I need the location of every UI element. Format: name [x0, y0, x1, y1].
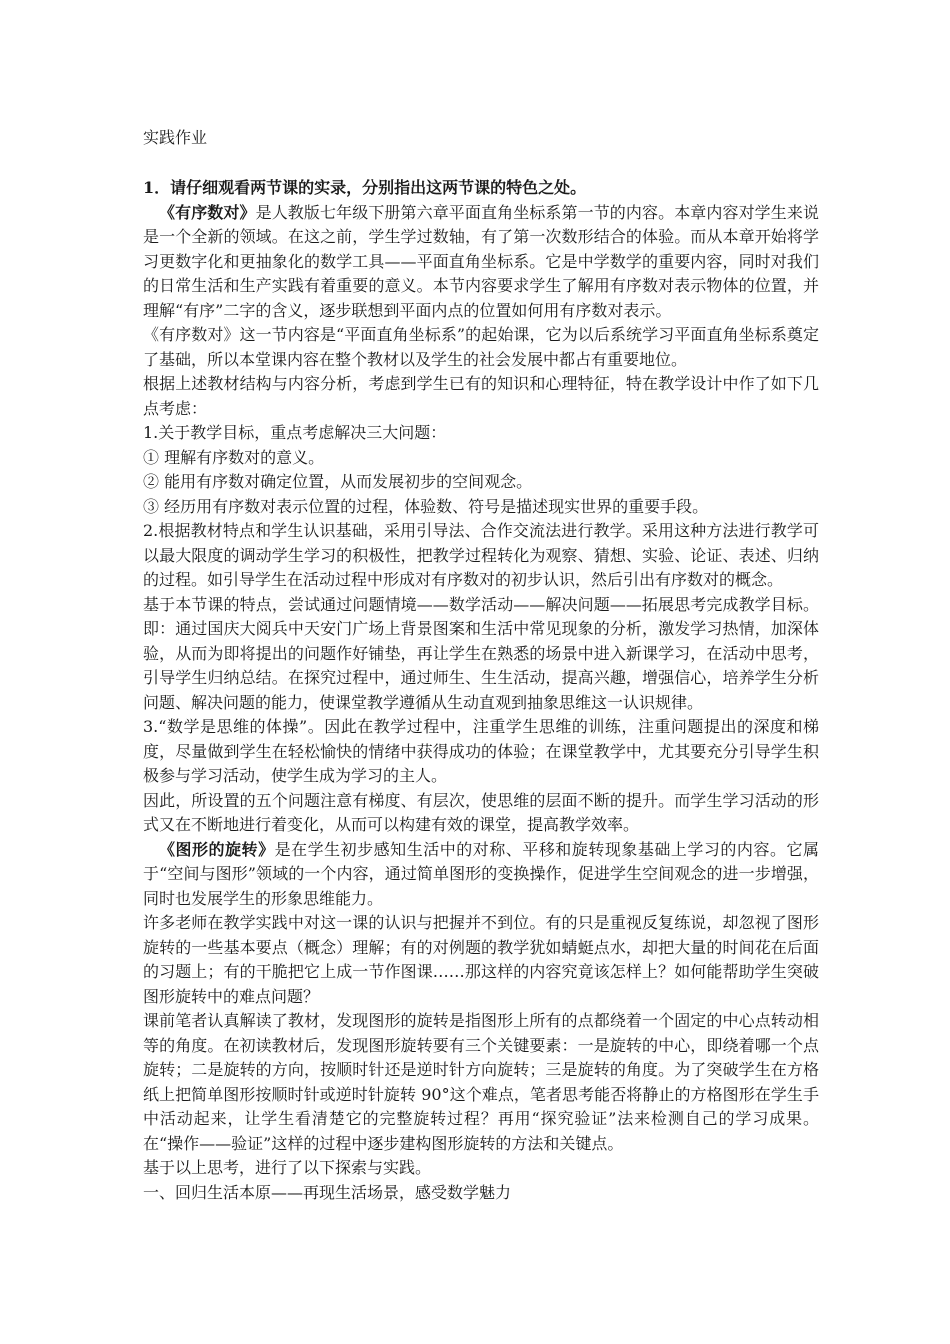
lesson2-name: 《图形的旋转》 — [159, 839, 275, 859]
lesson1-paragraph-6: 基于本节课的特点，尝试通过问题情境——数学活动——解决问题——拓展思考完成教学目标。即：通过国庆大阅兵中天安门广场上背景图案和生活中常见现象的分析，激发学习热情，加深体验，从而为即将提出的问题作好铺垫，再让学生在熟悉的场景中进入新课学习，在活动中思考，引导学生归纳总结。在探究过程中，通过师生、生生活动，提高兴趣，增强信心，培养学生分析问题、解决问题的能力，使课堂教学遵循从生动直观到抽象思维这一认识规律。 — [143, 594, 819, 712]
lesson1-paragraph-3: 根据上述教材结构与内容分析，考虑到学生已有的知识和心理特征，特在教学设计中作了如下几点考虑： — [143, 374, 819, 418]
lesson2-paragraph-2: 许多老师在教学实践中对这一课的认识与把握并不到位。有的只是重视反复练说，却忽视了图形旋转的一些基本要点（概念）理解；有的对例题的教学犹如蜻蜓点水，却把大量的时间花在后面的习题上；有的干脆把它上成一节作图课……那这样的内容究竟该怎样上？如何能帮助学生突破图形旋转中的难点问题？ — [143, 913, 819, 1006]
lesson1-paragraph-5: 2.根据教材特点和学生认识基础，采用引导法、合作交流法进行教学。采用这种方法进行教学可以最大限度的调动学生学习的积极性，把教学过程转化为观察、猜想、实验、论证、表述、归纳的过程。如引导学生在活动过程中形成对有序数对的初步认识，然后引出有序数对的概念。 — [143, 521, 819, 589]
lesson1-paragraph-4: 1.关于教学目标，重点考虑解决三大问题： — [143, 423, 447, 442]
lesson2-intro-text: 是在学生初步感知生活中的对称、平移和旋转现象基础上学习的内容。它属于“空间与图形”领域的一个内容，通过简单图形的变换操作，促进学生空间观念的进一步增强，同时也发展学生的形象思维能力。 — [143, 839, 819, 908]
doc-title: 实践作业 — [143, 128, 208, 147]
lesson2-paragraph-5: 一、回归生活本原——再现生活场景，感受数学魅力 — [143, 1182, 512, 1202]
lesson1-paragraph-8: 因此，所设置的五个问题注意有梯度、有层次，使思维的层面不断的提升。而学生学习活动的形式又在不断地进行着变化，从而可以构建有效的课堂，提高教学效率。 — [143, 790, 819, 834]
lesson2-intro — [143, 838, 819, 912]
lesson1-intro — [143, 201, 819, 324]
goal-item-1: ① 理解有序数对的意义。 — [143, 447, 325, 467]
question-heading: 1．请仔细观看两节课的实录，分别指出这两节课的特色之处。 — [143, 178, 587, 197]
goal-item-3: ③ 经历用有序数对表示位置的过程，体验数、符号是描述现实世界的重要手段。 — [143, 496, 709, 516]
lesson1-intro-text: 是人教版七年级下册第六章平面直角坐标系第一节的内容。本章内容对学生来说是一个全新的领域。在这之前，学生学过数轴，有了第一次数形结合的体验。而从本章开始将学习更数字化和更抽象化的数学工具——平面直角坐标系。它是中学数学的重要内容，同时对我们的日常生活和生产实践有着重要的意义。本节内容要求学生了解用有序数对表示物体的位置，并理解“有序”二字的含义，逐步联想到平面内点的位置如何用有序数对表示。 — [143, 202, 819, 320]
goal-item-2: ② 能用有序数对确定位置，从而发展初步的空间观念。 — [143, 472, 533, 491]
lesson1-name: 《有序数对》 — [159, 202, 256, 222]
lesson2-paragraph-3: 课前笔者认真解读了教材，发现图形的旋转是指图形上所有的点都绕着一个固定的中心点转动相等的角度。在初读教材后，发现图形旋转要有三个关键要素：一是旋转的中心，即绕着哪一个点旋转；二是旋转的方向，按顺时针还是逆时针方向旋转；三是旋转的角度。为了突破学生在方格纸上把简单图形按顺时针或逆时针旋转 90°这个难点，笔者思考能否将静止的方格图形在学生手中活动起来，让学生看清楚它的完整旋转过程？再用“探究验证”法来检测自己的学习成果。在“操作——验证”这样的过程中逐步建构图形旋转的方法和关键点。 — [143, 1011, 819, 1153]
document-page — [143, 126, 819, 1205]
lesson2-paragraph-4: 基于以上思考，进行了以下探索与实践。 — [143, 1158, 432, 1177]
lesson1-paragraph-2: 《有序数对》这一节内容是“平面直角坐标系”的起始课，它为以后系统学习平面直角坐标系奠定了基础，所以本堂课内容在整个教材以及学生的社会发展中都占有重要地位。 — [143, 325, 819, 369]
lesson1-paragraph-7: 3.“数学是思维的体操”。因此在教学过程中，注重学生思维的训练，注重问题提出的深度和梯度，尽量做到学生在轻松愉快的情绪中获得成功的体验；在课堂教学中，尤其要充分引导学生积极参与学习活动，使学生成为学习的主人。 — [143, 717, 819, 785]
